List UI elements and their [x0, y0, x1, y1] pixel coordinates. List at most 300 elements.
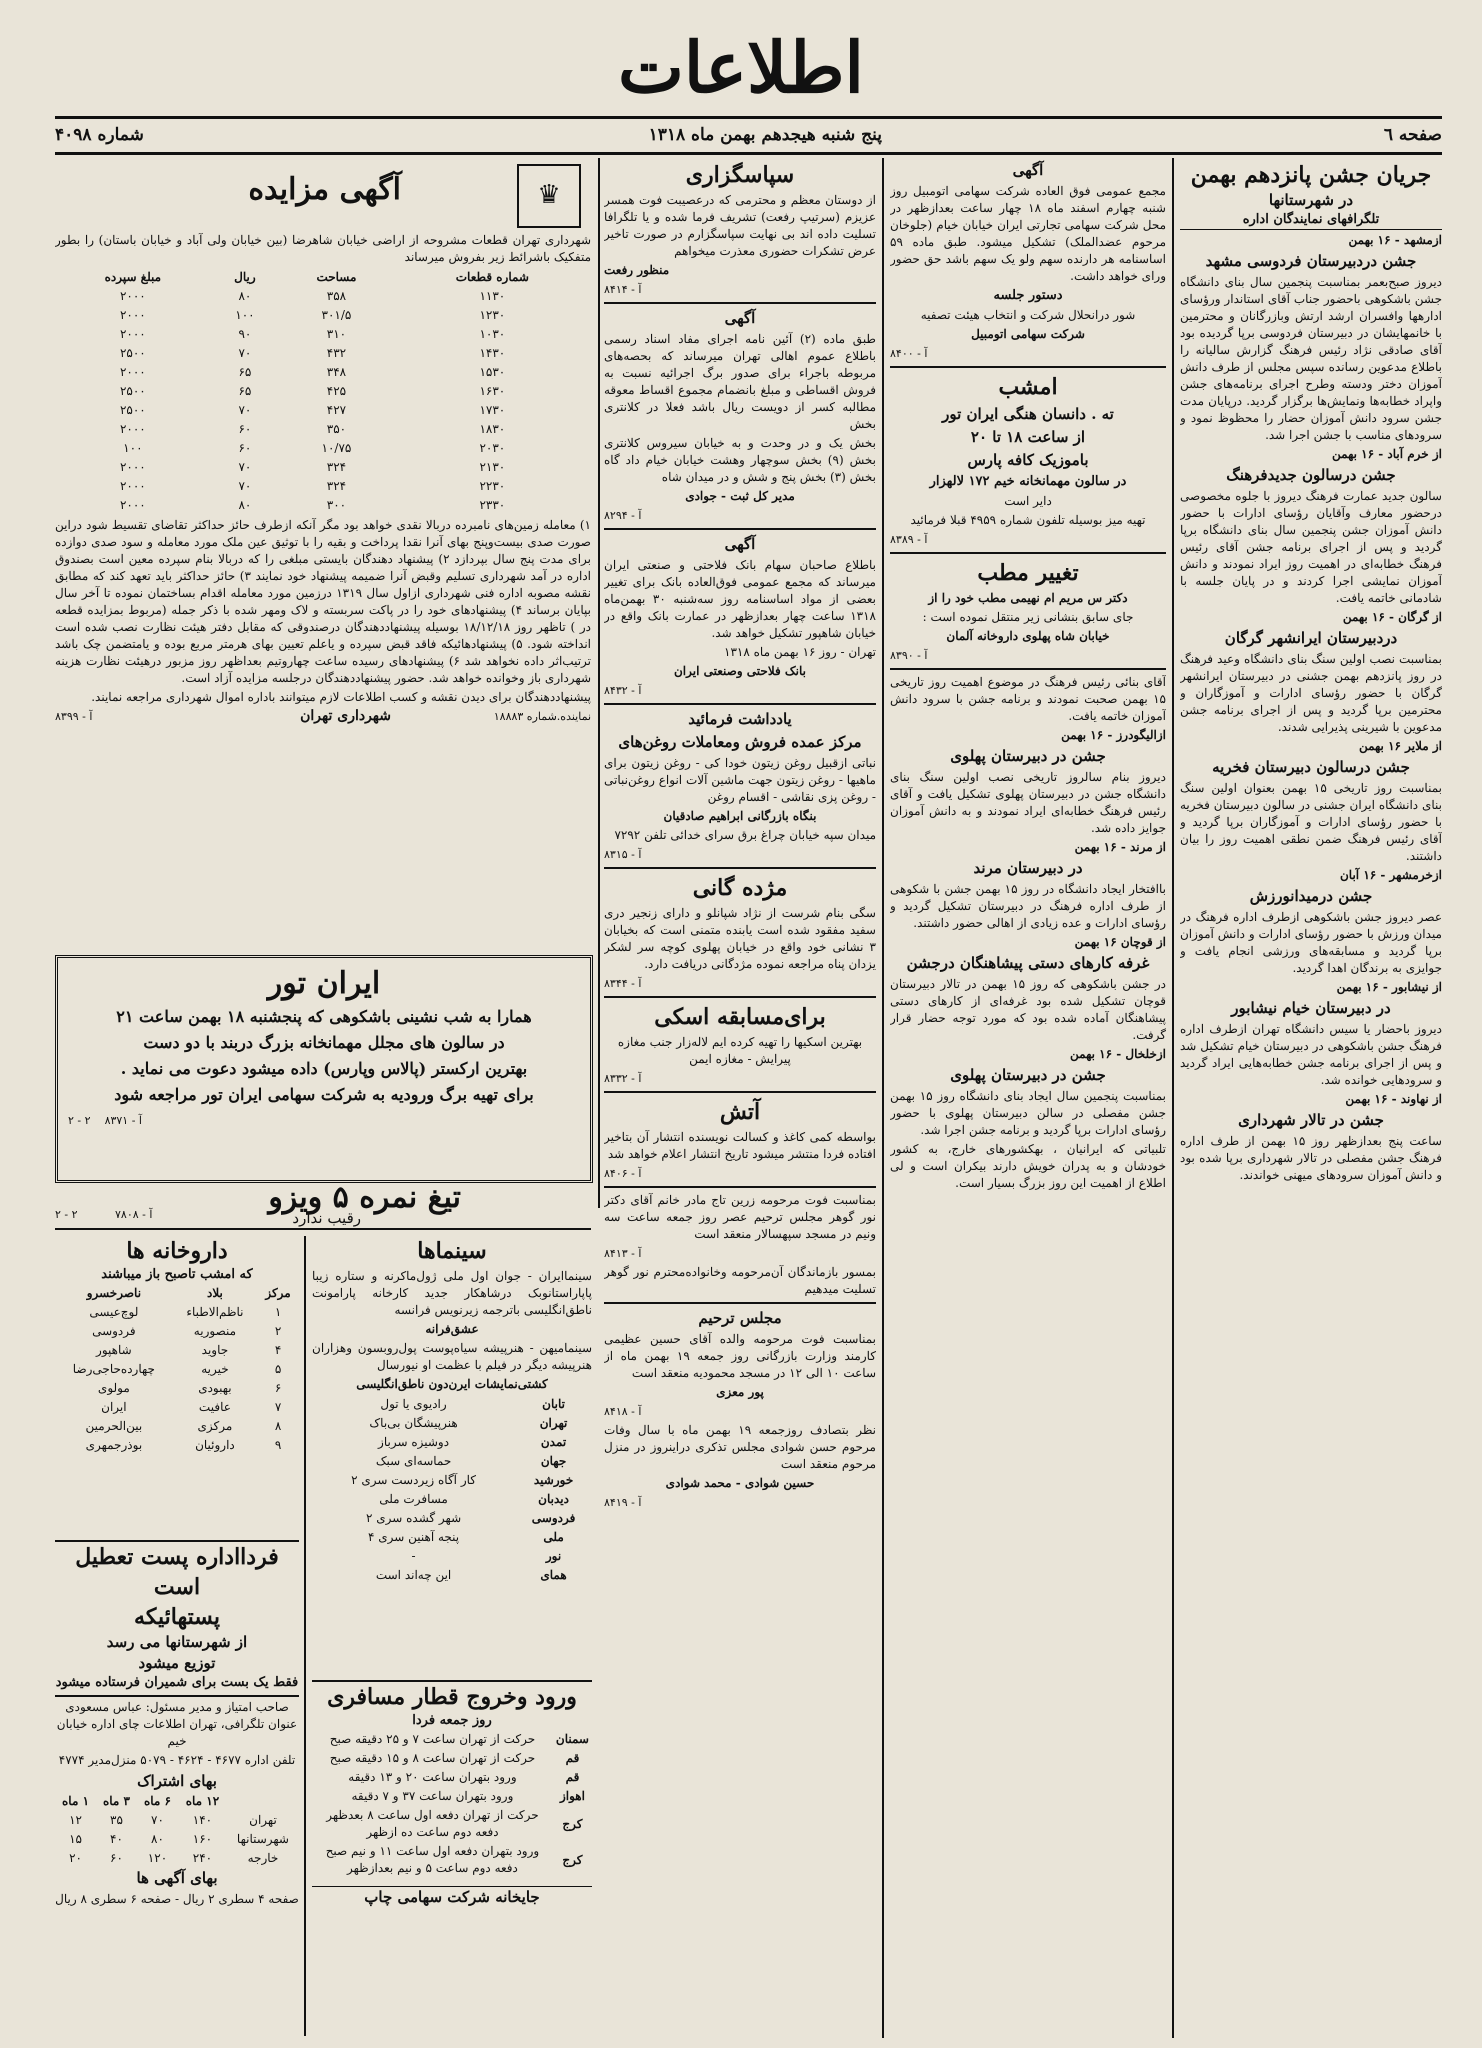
cinema-film: عشق‌فرانه: [425, 1322, 479, 1336]
column-notices: [890, 160, 1166, 2040]
auction-cell: ۶۵: [238, 384, 252, 398]
section-divider: [604, 703, 876, 705]
auction-cell: ۲۰۰۰: [119, 365, 146, 379]
auction-cell: ۲۰۰۰: [119, 498, 146, 512]
auction-cell: ۶۵: [238, 365, 252, 379]
subs-col-header: ۱۲ ماه: [185, 1794, 220, 1808]
auction-row: [55, 420, 591, 439]
section-divider: [604, 1091, 876, 1093]
cinema-cell: فردوسی: [531, 1511, 576, 1525]
column-news-celebrations: [1180, 160, 1442, 2040]
ad-signature: بنگاه بازرگانی ابراهیم صادقیان: [663, 809, 817, 823]
subs-row: [55, 1830, 299, 1849]
story-title: جشن درمیدانورزش: [1249, 887, 1373, 905]
auction-terms: ۱) معامله زمین‌های نامبرده دربالا نقدی خواهد بود مگر آنکه ازطرف حائز حداکثر تقاضای تقسیط شود دراین صورت صدی بیست‌وپنج بهای آنرا نقدا پرداخت و بقیه را با توثیق عین ملک مورد معامله و سود صدی دوازده برای مدت پنج سال بپردازد ۲) پیشنهاد دهندگان بایستی مبلغی را که دربالا بنام سپرده معین است بصندوق اداره در آمد شهرداری تسلیم وقبض آنرا ضمیمه پیشنهاد خود نمایند ۳) حائز حداکثر باید تعهد کند که مطابق نقشه مصوبه اداره فنی شهرداری ازاول سال ۱۳۱۹ درزمین مورد معامله اقدام بساختمان نموده تا آخر سال بپایان برساند ۴) پیشنهادهای خود را در پاکت سربسته و لاک ومهر شده با ذکر جمله (مربوط بمزایده قطعه در ) تاظهر روز ۱۸/۱۲/۱۸ بوسیله پیشنهاددهندگان درصندوقی که مقابل دفتر هیئت نظارت نصب شده است انداخته شود. ۵) پیشنهادهائیکه فاقد قبض سپرده و یاعلم تعیین بهای هرمتر مربع بوده و یامتضمن چک باشد ترتیب‌اثر داده نخواهد شد ۶) پیشنهادهای رسیده ساعت چهاروتیم بعداظهر روز مزبور درهیئت نظارت هزینه شهرداری باز وخوانده خواهد شد. حضور پیشنهاددهندگان درجلسه مزایده آزاد است.: [55, 518, 591, 685]
atash-body: بواسطه کمی کاغذ و کسالت نویسنده انتشار آن بتاخیر افتاده فردا منتشر میشود تاریخ انتشار اعلام خواهد شد: [604, 1130, 876, 1161]
auction-col-header: مبلغ سپرده: [104, 270, 162, 284]
colophon-phone: تلفن اداره ۴۶۷۷ - ۴۶۲۴ - ۵۰۷۹ منزل‌مدیر ۴۷۷۴: [58, 1753, 296, 1767]
issue-number: شماره ۴۰۹۸: [55, 125, 144, 145]
ski-body: بهترین اسکیها را تهیه کرده ایم لاله‌زار جنب مغازه پیرایش - مغازه ایمن: [617, 1035, 863, 1066]
subs-col-header: ۳ ماه: [102, 1794, 130, 1808]
notice-body: بخش یک و در وحدت و به خیابان سیروس کلانتری بخش (۹) بخش سوچهار وهشت خیابان خیام داد گاه بخش (۳) بخش پنج و شش و در میدان شاه: [604, 436, 876, 484]
notice-ref: آ - ۸۴۱۳: [604, 1247, 642, 1260]
pharmacy-col-header: بلاد: [206, 1286, 223, 1300]
pharmacy-title: داروخانه ها: [126, 1238, 228, 1264]
printer: جایخانه شرکت سهامی چاپ: [312, 1886, 592, 1908]
auction-cell: ۳۲۴: [326, 460, 347, 474]
ad-title: یادداشت فرمائید: [688, 710, 792, 728]
tour-ref: آ - ۸۳۷۱: [104, 1114, 142, 1127]
subs-col-header: [227, 1792, 299, 1811]
cinema-row: [312, 1509, 592, 1528]
story-body: آقای بنائی رئیس فرهنگ در موضوع اهمیت روز تاریخی ۱۵ بهمن صحبت نمودند و برنامه جشن با سرود دانش آموزان خاتمه یافت.: [890, 675, 1166, 723]
subs-col-header: ۱ ماه: [62, 1794, 90, 1808]
cinema-cell: دوشیزه سرباز: [378, 1435, 450, 1449]
section-divider: [890, 668, 1166, 670]
subs-cell: ۲۴۰: [192, 1851, 213, 1865]
notice-title: آگهی: [724, 535, 756, 553]
notice-ref: آ - ۸۴۱۸: [604, 1405, 642, 1418]
train-cell: ورود بتهران ساعت ۳۷ و ۷ دقیقه: [351, 1789, 514, 1803]
cinema-cell: رادیوی یا تول: [380, 1397, 447, 1411]
auction-intro: شهرداری تهران قطعات مشروحه از اراضی خیابان شاهرضا (بین خیابان ولی آباد و خیابان باستان) را بطور متفکیک باشرائط زیر بفروش میرساند: [55, 233, 591, 264]
pharmacy-row: [55, 1341, 299, 1360]
story-dateline: ازمشهد - ۱۶ بهمن: [1348, 233, 1442, 247]
cinema-body: سینمامیهن - هنرپیشه سیاه‌پوست پول‌روبسون وهزاران هنرپیشه دیگر در فیلم با عظمت او نیورسال: [312, 1341, 592, 1372]
auction-row: [55, 496, 591, 515]
subs-cell: ۱۲: [69, 1813, 82, 1827]
adrates-title: بهای آگهی ها: [136, 1869, 218, 1887]
adrates-body: صفحه ۴ سطری ۲ ریال - صفحه ۶ سطری ۸ ریال: [55, 1892, 299, 1906]
section-divider: [604, 867, 876, 869]
auction-cell: ۱۷۳۰: [479, 403, 506, 417]
subhead: در شهرستانها: [1268, 191, 1354, 209]
story-body: در جشن باشکوهی که روز ۱۵ بهمن در تالار دبیرستان قوچان تشکیل شده بود غرفه‌ای از کارهای دستی پیشاهنگان آماده شده بود که مورد توجه حضار قرار گرفت.: [890, 977, 1166, 1042]
pharmacy-cell: خیریه: [201, 1362, 229, 1376]
auction-row: [55, 382, 591, 401]
post-notice: [55, 1540, 299, 1692]
subs-cell: ۶۰: [110, 1851, 123, 1865]
page-number: صفحه ٦: [1383, 125, 1442, 145]
memorial-title: مجلس ترحیم: [698, 1309, 782, 1327]
auction-cell: ۲۱۳۰: [479, 460, 506, 474]
pharmacy-cell: ۷: [274, 1400, 282, 1414]
cinema-cell: جهان: [540, 1454, 567, 1468]
story-title: جشن در دبیرستان پهلوی: [950, 1066, 1106, 1084]
cinema-cell: تهران: [539, 1416, 568, 1430]
auction-cell: ۳۰۰: [326, 498, 347, 512]
auction-row: [55, 401, 591, 420]
section-divider: [604, 528, 876, 530]
notice-ref: آ - ۸۲۹۴: [604, 509, 642, 522]
story-title: غرفه کارهای دستی پیشاهنگان درجشن: [906, 954, 1150, 972]
pharmacy-cell: بین‌الحرمین: [85, 1419, 143, 1433]
cinema-cell: نور: [545, 1549, 562, 1563]
story-body: باافتخار ایجاد دانشگاه در روز ۱۵ بهمن جشن با شکوهی از طرف اداره فرهنگ در دبیرستان تشکیل گردید و رؤسای ادارات و عده زیادی از اهالی حضور داشتند.: [890, 882, 1166, 930]
auction-row: [55, 306, 591, 325]
event-line: تهیه میز بوسیله تلفون شماره ۴۹۵۹ قبلا فرمائید: [910, 513, 1146, 527]
post-line: فردااداره پست تعطیل است: [75, 1544, 279, 1600]
dateline-rule: [55, 152, 1442, 155]
pharmacy-cell: منصوریه: [193, 1324, 237, 1338]
cinema-row: [312, 1566, 592, 1585]
story-body: عصر دیروز جشن باشکوهی ازطرف اداره فرهنگ در میدان ورزش با حضور رؤسای ادارات و دانش آموزان برپا گردید و مسابقه‌های ورزشی انجام یافت و جوایزی به برندگان اهدا گردید.: [1180, 910, 1442, 975]
pharmacy-row: [55, 1322, 299, 1341]
section-divider: [890, 552, 1166, 554]
cinema-cell: حماسه‌ای سبک: [375, 1454, 452, 1468]
auction-row: [55, 439, 591, 458]
cinema-row: [312, 1452, 592, 1471]
story-title: دردبیرستان ایرانشهر گرگان: [1224, 629, 1398, 647]
post-line: از شهرستانها می رسد: [106, 1633, 248, 1651]
iran-tour-ad: [55, 955, 593, 1183]
train-row: [312, 1749, 592, 1768]
story-title: جشن درسالون دبیرستان فخریه: [1212, 758, 1410, 776]
subs-cell: ۴۰: [110, 1832, 123, 1846]
pharmacy-row: [55, 1398, 299, 1417]
auction-cell: ۶۰: [238, 441, 252, 455]
pharmacy-cell: فردوسی: [92, 1324, 136, 1338]
auction-cell: ۲۰۳۰: [479, 441, 506, 455]
auction-cell: ۸۰: [238, 289, 252, 303]
column-divider: [598, 158, 600, 1208]
cinema-cell: همای: [540, 1568, 567, 1582]
auction-cell: ۳۰۱/۵: [321, 308, 352, 322]
cinema-title: سینماها: [417, 1238, 487, 1264]
story-body: سالون جدید عمارت فرهنگ دیروز با جلوه مخصوصی درحضور معارف وآقایان رؤسای ادارات با حضور دانش آموزان جشن پنجمین سال بنای دانشگاه برپا گردید و پس از اجرای برنامه جشن آقای رئیس فرهنگ خطابه‌ای در اهمیت روز ایراد نمودند و دانش آموزان نمایشی اجرا کردند و در پایان جلسه با شادمانی خاتمه یافت.: [1180, 489, 1442, 605]
auction-row: [55, 363, 591, 382]
pharmacy-cell: بهبودی: [198, 1381, 232, 1395]
story-title: در دبیرستان خیام نیشابور: [1231, 999, 1391, 1017]
subs-cell: ۷۰: [151, 1813, 164, 1827]
atash-title: آتش: [719, 1099, 761, 1125]
razor-run: ۲ - ۲: [55, 1208, 78, 1221]
auction-cell: ۱۴۳۰: [479, 346, 506, 360]
pharmacy-cell: ۸: [274, 1419, 282, 1433]
train-row: [312, 1787, 592, 1806]
pharmacy-cell: لوچ‌عیسی: [89, 1305, 139, 1319]
event-line: دایر است: [1004, 494, 1052, 508]
thanks-signature: منظور رفعت: [604, 263, 670, 277]
subs-cell: ۱۲۰: [147, 1851, 168, 1865]
story-body: دیروز بنام سالروز تاریخی نصب اولین سنگ بنای دانشگاه جشن در دبیرستان پهلوی تشکیل یافت و آقای رئیس فرهنگ خطابه‌ای ایراد نمودند و به دانش آموزان جوایز داده شد.: [890, 770, 1166, 835]
auction-cell: ۴۲۷: [326, 403, 347, 417]
razor-ad: [55, 1178, 591, 1230]
auction-cell: ۹۰: [238, 327, 252, 341]
auction-cell: ۲۰۰۰: [119, 422, 146, 436]
masthead: [0, 20, 1482, 115]
clinic-move-line: دکتر س مریم ام نهیمی مطب خود را از: [928, 591, 1128, 605]
section-divider: [604, 996, 876, 998]
section-divider: [890, 366, 1166, 368]
subs-cell: ۲۰: [69, 1851, 82, 1865]
pharmacy-table: [55, 1284, 299, 1455]
train-cell: قم: [565, 1770, 580, 1784]
pharmacy-cell: بوذرجمهری: [85, 1438, 143, 1452]
auction-cell: ۷۰: [238, 346, 252, 360]
train-row: [312, 1730, 592, 1749]
pharmacy-listing: [55, 1236, 299, 1536]
auction-cell: ۱۱۳۰: [479, 289, 506, 303]
story-dateline: از ملایر ۱۶ بهمن: [1358, 739, 1442, 753]
subs-row: [55, 1811, 299, 1830]
story-dateline: ازخرمشهر - ۱۶ آبان: [1339, 868, 1442, 882]
train-cell: ورود بتهران دفعه اول ساعت ۱۱ و نیم صبح دفعه دوم ساعت ۵ و نیم بعدازظهر: [325, 1844, 540, 1875]
train-table: [312, 1730, 592, 1878]
agenda-title: دستور جلسه: [993, 288, 1063, 303]
reward-body: سگی بنام شرست از نژاد شپانلو و دارای زنجیر دری سفید مفقود شده است یابنده متمنی است که بخیابان ۳ نشانی خود واقع در خیابان پهلوی کوچه سر لشکر یزدان پناه مراجعه نموده مژدگانی دریافت دارد.: [604, 906, 876, 971]
column-divider: [882, 158, 884, 2038]
subs-cell: شهرستانها: [236, 1832, 289, 1846]
pharmacy-cell: مرکزی: [197, 1419, 233, 1433]
train-cell: اهواز: [559, 1789, 585, 1803]
subs-cell: تهران: [249, 1813, 277, 1827]
masthead-rule: [55, 116, 1442, 119]
post-line: پستهائیکه: [134, 1604, 220, 1630]
cinema-listing: [312, 1236, 592, 1676]
train-cell: سمنان: [555, 1732, 589, 1746]
subs-col-header: ۶ ماه: [143, 1794, 171, 1808]
auction-row: [55, 477, 591, 496]
clinic-move-line: جای سابق بنشانی زیر منتقل نموده است :: [922, 610, 1134, 624]
pharmacy-cell: ۴: [274, 1343, 282, 1357]
auction-cell: ۱۰/۷۵: [321, 441, 352, 455]
section-divider: [604, 302, 876, 304]
story-title: جشن درسالون جدیدفرهنگ: [1226, 466, 1396, 484]
story-dateline: از قوچان ۱۶ بهمن: [1074, 935, 1166, 949]
cinema-cell: تابان: [542, 1397, 565, 1411]
pharmacy-row: [55, 1379, 299, 1398]
tour-line: همارا به شب نشینی باشکوهی که پنجشنبه ۱۸ بهمن ساعت ۲۱: [116, 1007, 532, 1026]
clinic-move-title: تغییر مطب: [977, 560, 1079, 586]
tour-run: ۲ - ۲: [68, 1114, 91, 1127]
pharmacy-cell: شاهپور: [96, 1343, 132, 1357]
auction-table: [55, 268, 591, 515]
cinema-cell: تمدن: [540, 1435, 567, 1449]
agenda-body: شور درانحلال شرکت و انتخاب هیئت تصفیه: [920, 308, 1136, 322]
notice-ref: آ - ۸۳۸۹: [890, 533, 928, 546]
notice-signature: مدیر کل ثبت - جوادی: [685, 489, 795, 503]
auction-cell: ۶۰: [238, 422, 252, 436]
auction-cell: ۱۰۰: [235, 308, 255, 322]
notice-signature: شرکت سهامی اتومبیل: [971, 327, 1085, 341]
pharmacy-cell: داروئیان: [195, 1438, 235, 1452]
train-sub: روز جمعه فردا: [412, 1713, 492, 1728]
subs-table: [55, 1792, 299, 1868]
auction-cell: ۲۰۰۰: [119, 308, 146, 322]
memorial-body: بمناسبت فوت مرحومه والده آقای حسین عظیمی کارمند وزارت بازرگانی روز جمعه ۱۹ بهمن ماه از ساعت ۱۰ الی ۱۲ در مسجد محمودیه منعقد است: [604, 1332, 876, 1380]
cinema-cell: این چه‌اند است: [375, 1568, 452, 1582]
cinema-cell: هنرپیشگان بی‌باک: [369, 1416, 458, 1430]
cinema-table: [312, 1395, 592, 1585]
train-schedule: [312, 1680, 592, 2037]
notice-body: باطلاع صاحبان سهام بانک فلاحتی و صنعتی ایران میرساند که مجمع عمومی فوق‌العاده بانک برای تغییر بعضی از مواد اساسنامه روز سه‌شنبه ۳۰ بهمن‌ماه ۱۳۱۸ ساعت چهار بعدازظهر در عمارت بانک واقع در خیابان شاهپور تشکیل خواهد شد.: [604, 558, 876, 640]
notice-ref: آ - ۸۴۰۶: [604, 1167, 642, 1180]
story-dateline: از نیشابور - ۱۶ بهمن: [1336, 980, 1442, 994]
subs-cell: ۳۵: [110, 1813, 123, 1827]
subs-cell: ۱۵: [69, 1832, 82, 1846]
story-body: دیروز باحضار یا سیس دانشگاه تهران ازطرف اداره فرهنگ جشن باشکوهی در دبیرستان خیام تشکیل شد و پس از اجرای برنامه جشن خطابه‌هایی ایراد گردید و سرودهایی خوانده شد.: [1180, 1022, 1442, 1087]
cinema-body: سینماایران - جوان اول ملی ژول‌ماکرنه و ستاره زیبا پاپاراستانوبک درشاهکار جدید کارخانه پارامونت ناطق‌انگلیسی باترجمه زیرنویس فرانسه: [312, 1269, 592, 1317]
pharmacy-sub: که امشب تاصبح باز میباشند: [101, 1267, 253, 1282]
notice-ref: آ - ۸۴۰۰: [890, 347, 928, 360]
cinema-row: [312, 1471, 592, 1490]
notice-ref: آ - ۸۳۳۲: [604, 1072, 642, 1085]
pharmacy-cell: مولوی: [97, 1381, 130, 1395]
train-row: [312, 1842, 592, 1878]
pharmacy-cell: ۹: [274, 1438, 282, 1452]
story-title: جشن در دبیرستان پهلوی: [950, 747, 1106, 765]
story-body: بمناسبت نصب اولین سنگ بنای دانشگاه وعید فرهنگ در روز پانزدهم بهمن جشنی در دبیرستان ایرانشهر گرگان با حضور رؤسای ادارات و آموزگاران و محترمین برپا گردید و پس از اجرای برنامه جشن مدعوین با شیرینی پذیرایی شدند.: [1180, 652, 1442, 734]
tour-title: ایران تور: [267, 966, 381, 1001]
tour-line: برای تهیه برگ ورودیه به شرکت سهامی ایران تور مراجعه شود: [114, 1085, 534, 1104]
train-cell: قم: [565, 1751, 580, 1765]
auction-cell: ۱۶۳۰: [479, 384, 506, 398]
story-title: جشن دردبیرستان فردوسی مشهد: [1205, 252, 1417, 270]
train-title: ورود وخروج قطار مسافری: [327, 1684, 577, 1710]
cinema-row: [312, 1528, 592, 1547]
subs-cell: ۱۶۰: [192, 1832, 213, 1846]
section-divider: [604, 1302, 876, 1304]
cinema-cell: پنجه آهنین سری ۴: [367, 1530, 460, 1544]
auction-cell: ۴۳۲: [326, 346, 347, 360]
pharmacy-cell: ۶: [274, 1381, 282, 1395]
condolence-body: بمسور بازماندگان آن‌مرحومه وخانواده‌محترم نور گوهر تسلیت میدهیم: [604, 1265, 876, 1296]
story-dateline: از خرم آباد - ۱۶ بهمن: [1332, 447, 1442, 461]
ad-address: میدان سپه خیابان چراغ برق سرای خدائی تلفن ۷۲۹۲: [614, 828, 876, 842]
notice-title: آگهی: [1012, 161, 1044, 179]
pharmacy-row: [55, 1360, 299, 1379]
auction-cell: ۱۲۳۰: [479, 308, 506, 322]
event-line: از ساعت ۱۸ تا ۲۰: [970, 428, 1086, 446]
ad-body: مرکز عمده فروش ومعاملات روغن‌های: [618, 733, 862, 751]
story-body: بمناسبت پنجمین سال ایجاد بنای دانشگاه روز ۱۵ بهمن جشن مفصلی در سالن دبیرستان پهلوی با حضور رؤسای ادارات برپا گردید و برنامه جشن اجرا شد.: [890, 1089, 1166, 1137]
event-line: در سالون مهمانخانه خیم ۱۷۲ لالهزار: [929, 474, 1127, 489]
pharmacy-row: [55, 1303, 299, 1322]
notice-ref: آ - ۸۴۳۲: [604, 684, 642, 697]
pharmacy-cell: جاوید: [201, 1343, 229, 1357]
auction-col-header: مساحت: [316, 270, 357, 284]
memorial-body: نظر بتصادف روزجمعه ۱۹ بهمن ماه با سال وفات مرحوم حسن شوادی مجلس تذکری دراینروز در منزل مرحوم منعقد است: [604, 1423, 876, 1471]
story-title: در دبیرستان مرند: [973, 859, 1083, 877]
crown-emblem-icon: ♛: [517, 164, 581, 228]
auction-cell: ۸۰: [238, 498, 252, 512]
cinema-film: کشتی‌نمایشات ایرن‌دون ناطق‌انگلیسی: [356, 1377, 548, 1391]
story-title: جشن در تالار شهرداری: [1238, 1111, 1384, 1129]
razor-sub: رقیب ندارد: [292, 1209, 361, 1227]
memorial-body: بمناسبت فوت مرحومه زرین تاج مادر خانم آقای دکتر نور گوهر مجلس ترحیم عصر روز جمعه ساعت سه ونیم در مسجد سپهسالار منعقد است: [604, 1193, 876, 1241]
train-cell: ورود بتهران ساعت ۲۰ و ۱۳ دقیقه: [348, 1770, 517, 1784]
issue-date: پنج شنبه هیجدهم بهمن ماه ۱۳۱۸: [648, 125, 882, 145]
cinema-row: [312, 1414, 592, 1433]
auction-cell: ۲۲۳۰: [479, 479, 506, 493]
auction-footer: پیشنهاددهندگان برای دیدن نقشه و کسب اطلاعات لازم میتوانند باداره اموال شهرداری مراجعه نمایند.: [91, 690, 591, 704]
ski-title: برای‌مسابقه اسکی: [654, 1004, 826, 1030]
pharmacy-row: [55, 1436, 299, 1455]
tour-line: بهترین ارکستر (پالاس وپارس) داده میشود دعوت می نماید .: [120, 1059, 528, 1078]
subs-cell: خارجه: [247, 1851, 279, 1865]
story-body: بمناسبت روز تاریخی ۱۵ بهمن بعنوان اولین سنگ بنای دانشگاه ایران جشنی در سالون دبیرستان فخریه با حضور رؤسای ادارات و آموزگاران برپا گردید و آقای رئیس فرهنگ ضمن نطقی اهمیت روز را بیان داشتند.: [1180, 781, 1442, 863]
razor-ref: آ - ۷۸۰۸: [115, 1208, 153, 1221]
auction-cell: ۲۵۰۰: [119, 346, 146, 360]
auction-cell: ۲۰۰۰: [119, 327, 146, 341]
cinema-cell: مسافرت ملی: [379, 1492, 448, 1506]
colophon-text: صاحب امتیاز و مدیر مسئول: عباس مسعودی عنوان تلگرافی، تهران اطلاعات چای اداره خیابان خیم: [56, 1700, 298, 1748]
auction-cell: ۳۴۸: [326, 365, 347, 379]
pharmacy-cell: عافیت: [198, 1400, 231, 1414]
train-row: [312, 1768, 592, 1787]
subs-cell: ۸۰: [151, 1832, 164, 1846]
auction-cell: ۱۵۳۰: [479, 365, 506, 379]
auction-ref2: آ - ۸۳۹۹: [55, 710, 93, 723]
auction-cell: ۲۵۰۰: [119, 403, 146, 417]
pharmacy-cell: ۲: [274, 1324, 282, 1338]
tour-line: در سالون های مجلل مهمانخانه بزرگ دربند با دو دست: [143, 1033, 505, 1052]
section-divider: [604, 1186, 876, 1188]
kicker: تلگرافهای نمایندگان اداره: [1180, 211, 1442, 230]
auction-cell: ۳۲۴: [326, 479, 347, 493]
notice-signature: بانک فلاحتی وصنعتی ایران: [673, 664, 806, 678]
notice-ref: آ - ۸۳۴۴: [604, 977, 642, 990]
auction-cell: ۲۵۰۰: [119, 384, 146, 398]
column-ads: [604, 160, 876, 2040]
thanks-body: از دوستان معظم و محترمی که درعصیبت فوت همسر عزیزم (سرتیپ رفعت) تشریف فرما شده و یا تلگرافا تسلیت داده اند بی نهایت سپاسگزارم در صورت تاخیر عرض تشکرات حضوری معذرت میخواهم: [604, 193, 876, 258]
notice-body: طبق ماده (۲) آئین نامه اجرای مفاد اسناد رسمی باطلاع عموم اهالی تهران میرساند که بحصه‌های مربوطه باجراء برای صدور برگ اجرائیه نسبت به فروش اقساطی و مبلغ بانضمام مجموع اقساط معوقه مطالبه کسر از دویست ریال باشد فعلا در کلانتری بخش: [604, 332, 876, 431]
memorial-signature: حسین شوادی - محمد شوادی: [665, 1476, 815, 1490]
notice-date: تهران - روز ۱۶ بهمن ماه ۱۳۱۸: [724, 645, 876, 659]
story-body: ساعت پنج بعدازظهر روز ۱۵ بهمن از طرف اداره فرهنگ جشن مفصلی در تالار شهرداری برپا شده بود و دانش آموزان سرودهای میهنی خواندند.: [1180, 1134, 1442, 1182]
post-line: توزیع میشود: [138, 1654, 216, 1672]
pharmacy-col-header: مرکز: [265, 1286, 291, 1300]
notice-ref: آ - ۸۳۹۰: [890, 649, 928, 662]
auction-col-header: شماره قطعات: [455, 270, 529, 284]
event-title: امشب: [998, 374, 1058, 400]
subs-title: بهای اشتراک: [137, 1772, 217, 1790]
cinema-cell: شهر گشده سری ۲: [365, 1511, 462, 1525]
auction-row: [55, 325, 591, 344]
auction-cell: ۳۵۰: [326, 422, 347, 436]
notice-ref: آ - ۸۳۱۵: [604, 848, 642, 861]
notice-title: آگهی: [724, 309, 756, 327]
auction-row: [55, 344, 591, 363]
auction-row: [55, 287, 591, 306]
train-cell: حرکت از تهران ساعت ۷ و ۲۵ دقیقه صبح: [329, 1732, 536, 1746]
cinema-row: [312, 1490, 592, 1509]
pharmacy-cell: چهارده‌حاجی‌رضا: [72, 1362, 155, 1376]
cinema-row: [312, 1547, 592, 1566]
reward-title: مژده گانی: [692, 875, 788, 901]
auction-signature: شهرداری تهران: [300, 708, 391, 724]
cinema-cell: خورشید: [533, 1473, 574, 1487]
story-body: تلبیاتی که ایرانیان ، بهکشورهای خارج، به کشور خودشان و به پدران خویش دارند بیکران است و لی اطلاع از اهمیت این روز بزرگ بسیار است.: [890, 1142, 1166, 1190]
auction-ref: نماینده.شماره ۱۸۸۸۳: [493, 710, 591, 723]
story-dateline: از گرگان - ۱۶ بهمن: [1342, 610, 1442, 624]
dateline: [55, 122, 1442, 152]
event-line: ته . دانسان هنگی ایران تور: [942, 405, 1114, 423]
auction-cell: ۱۸۳۰: [479, 422, 506, 436]
cinema-row: [312, 1433, 592, 1452]
story-dateline: از نهاوند - ۱۶ بهمن: [1345, 1092, 1442, 1106]
auction-cell: ۴۲۵: [326, 384, 347, 398]
subs-row: [55, 1849, 299, 1868]
train-cell: کرج: [562, 1816, 583, 1831]
auction-notice: [55, 160, 591, 950]
subs-cell: ۱۴۰: [192, 1813, 213, 1827]
pharmacy-col-header: ناصرخسرو: [86, 1286, 142, 1300]
colophon: [55, 1695, 299, 2037]
pharmacy-cell: ۵: [274, 1362, 282, 1376]
cinema-cell: دیدبان: [538, 1492, 569, 1506]
